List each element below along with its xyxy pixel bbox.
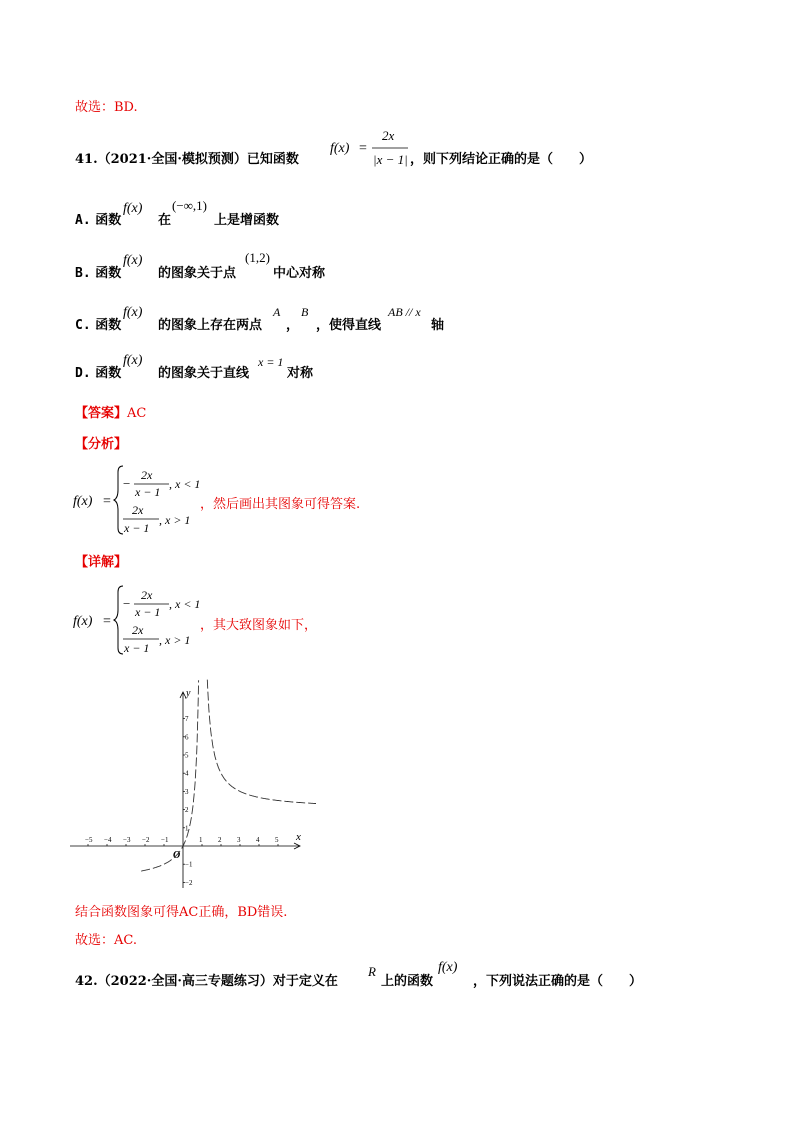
piece2-denominator: x − 1 [124, 521, 150, 535]
fx-symbol: f(x) [123, 305, 143, 320]
piece2-numerator: 2x [132, 623, 144, 637]
fraction-numerator: 2x [382, 128, 395, 143]
option-text: 函数 [95, 213, 122, 228]
piece1-denominator: x − 1 [135, 485, 161, 499]
option-a [75, 213, 121, 229]
option-text: 函数 [95, 266, 122, 281]
y-tick-marks [183, 715, 193, 887]
curve-right-branch [207, 680, 316, 804]
parallel-text: AB // x [388, 305, 421, 319]
point-b-text: B [301, 305, 309, 319]
option-c [75, 318, 121, 334]
fx-symbol: f(x) [73, 494, 93, 509]
set-r-symbol [368, 961, 380, 981]
curve-left-branch [141, 680, 198, 871]
y-tick-label: 2 [185, 806, 189, 815]
question-42-fx [438, 955, 474, 977]
piece1-denominator: x − 1 [135, 605, 161, 619]
option-label: A. [75, 213, 91, 228]
fx-symbol: f(x) [73, 614, 93, 629]
detail-tail: ，其大致图象如下， [200, 618, 318, 633]
answer-value: AC [127, 406, 147, 421]
x-tick-label: −3 [123, 836, 131, 844]
piece2-denominator: x − 1 [124, 641, 150, 655]
option-d-mid: 的图象关于直线 [158, 366, 250, 381]
piece2-condition: , x > 1 [159, 633, 191, 647]
option-c-separator: ， [286, 318, 300, 333]
option-c-parallel-relation [388, 302, 432, 322]
analysis-tail: ，然后画出其图象可得答案. [200, 497, 361, 512]
y-tick-label: −2 [185, 878, 193, 887]
y-tick-label: 7 [185, 715, 189, 724]
option-d [75, 366, 121, 382]
option-a-post: 上是增函数 [214, 213, 280, 228]
x-axis-label: x [296, 831, 301, 843]
option-c-point-b [300, 302, 314, 322]
answer-tag: 【答案】 [75, 406, 128, 421]
question-number: 41. [75, 152, 98, 167]
question-41-stem-end: ，则下列结论正确的是（ ） [410, 152, 593, 167]
y-tick-label: 5 [185, 751, 189, 760]
piece1-condition: , x < 1 [169, 477, 201, 491]
piece1-condition: , x < 1 [169, 597, 201, 611]
fx-symbol: f(x) [123, 253, 143, 268]
option-b-mid: 的图象关于点 [158, 266, 237, 281]
option-a-fx [123, 196, 159, 218]
x-tick-label: 5 [275, 836, 279, 844]
x-tick-label: 1 [199, 836, 203, 844]
x-tick-label: −5 [85, 836, 93, 844]
y-axis-label: y [186, 688, 191, 699]
question-source: （2021·全国·模拟预测）已知函数 [97, 152, 299, 167]
origin-label: O [173, 850, 181, 861]
minus-sign: − [123, 596, 131, 611]
analysis-piecewise-formula [73, 460, 213, 540]
piece1-numerator: 2x [141, 588, 153, 602]
left-brace [114, 586, 123, 654]
y-tick-label: 1 [185, 824, 189, 833]
y-tick-label: 6 [185, 733, 189, 742]
equals-sign: = [103, 614, 111, 629]
minus-sign: − [123, 476, 131, 491]
question-41-number [75, 152, 299, 168]
x-tick-label: 3 [237, 836, 241, 844]
piece2-condition: , x > 1 [159, 513, 191, 527]
point-a-text: A [273, 305, 281, 319]
fraction-denominator: |x − 1| [373, 152, 408, 167]
y-tick-label: 4 [185, 769, 189, 778]
x-tick-label: −4 [104, 836, 112, 844]
option-a-interval [172, 196, 216, 218]
option-c-post: 轴 [431, 318, 445, 333]
detail-piecewise-formula [73, 580, 213, 660]
option-b-fx [123, 248, 159, 270]
y-tick-label: −1 [185, 860, 193, 869]
option-c-mid2: ，使得直线 [316, 318, 382, 333]
answer-line [75, 406, 146, 422]
function-definition-formula [330, 128, 410, 172]
interval-text: (−∞,1) [172, 198, 208, 213]
x-tick-marks [85, 836, 279, 846]
option-d-fx [123, 348, 159, 370]
conclusion: 结合函数图象可得AC正确，BD错误. [75, 905, 288, 920]
equals-sign: = [359, 141, 367, 156]
equals-sign: = [103, 494, 111, 509]
option-label: C. [75, 318, 91, 333]
option-b [75, 266, 121, 282]
fx-symbol: f(x) [123, 201, 143, 216]
x-tick-label: −1 [161, 836, 169, 844]
option-a-mid: 在 [158, 213, 172, 228]
option-c-fx [123, 300, 159, 322]
line-text: x = 1 [258, 355, 284, 369]
option-label: B. [75, 266, 91, 281]
question-42-mid: 上的函数 [381, 974, 434, 989]
option-b-post: 中心对称 [273, 266, 326, 281]
option-text: 函数 [95, 318, 122, 333]
fx-symbol: f(x) [438, 960, 458, 975]
question-source: （2022·全国·高三专题练习）对于定义在 [97, 974, 338, 989]
function-graph [70, 672, 310, 894]
question-42 [75, 974, 338, 990]
option-d-post: 对称 [287, 366, 314, 381]
left-brace [114, 466, 123, 534]
y-tick-label: 3 [185, 787, 189, 796]
option-c-mid: 的图象上存在两点 [158, 318, 263, 333]
previous-conclusion: 故选：BD. [75, 100, 138, 115]
question-number: 42. [75, 974, 98, 989]
analysis-tag: 【分析】 [75, 437, 128, 452]
fx-symbol: f(x) [330, 141, 350, 156]
question-42-end: ，下列说法正确的是（ ） [473, 974, 643, 989]
x-tick-label: 2 [218, 836, 222, 844]
x-tick-label: −2 [142, 836, 150, 844]
detail-tag: 【详解】 [75, 555, 128, 570]
piece2-numerator: 2x [132, 503, 144, 517]
option-label: D. [75, 366, 91, 381]
r-symbol-text: R [368, 964, 376, 979]
option-d-line [258, 352, 290, 372]
x-tick-label: 4 [256, 836, 260, 844]
point-text: (1,2) [245, 250, 270, 265]
piece1-numerator: 2x [141, 468, 153, 482]
option-text: 函数 [95, 366, 122, 381]
fx-symbol: f(x) [123, 353, 143, 368]
final-choice: 故选：AC. [75, 933, 138, 948]
option-c-point-a [272, 302, 286, 322]
